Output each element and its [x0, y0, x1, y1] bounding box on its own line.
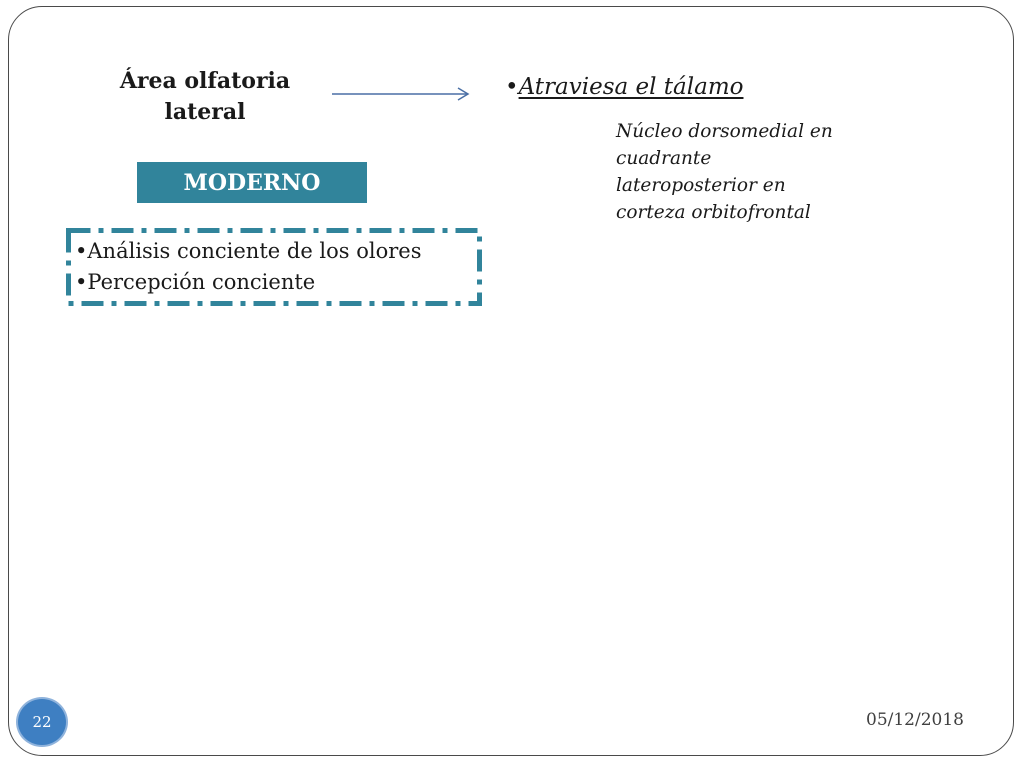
pathway-text: Atraviesa el tálamo — [518, 74, 744, 100]
list-item: •Análisis conciente de los olores — [75, 239, 422, 263]
detail-line-3: lateroposterior en — [616, 175, 786, 196]
page-number: 22 — [32, 713, 52, 731]
pathway-bullet — [505, 74, 743, 100]
functions-list — [75, 236, 421, 298]
arrow-right-icon — [330, 84, 472, 104]
title-line-2: lateral — [164, 99, 246, 125]
slide-date: 05/12/2018 — [866, 710, 964, 730]
detail-line-1: Núcleo dorsomedial en — [616, 121, 833, 142]
slide-title — [100, 66, 310, 128]
detail-line-4: corteza orbitofrontal — [616, 202, 811, 223]
bullet-marker: • — [505, 74, 519, 100]
detail-line-2: cuadrante — [616, 148, 712, 169]
page-number-badge — [16, 697, 68, 747]
moderno-badge: MODERNO — [137, 162, 367, 203]
list-item: •Percepción conciente — [75, 270, 316, 294]
title-line-1: Área olfatoria — [119, 68, 291, 94]
pathway-detail — [616, 118, 856, 226]
